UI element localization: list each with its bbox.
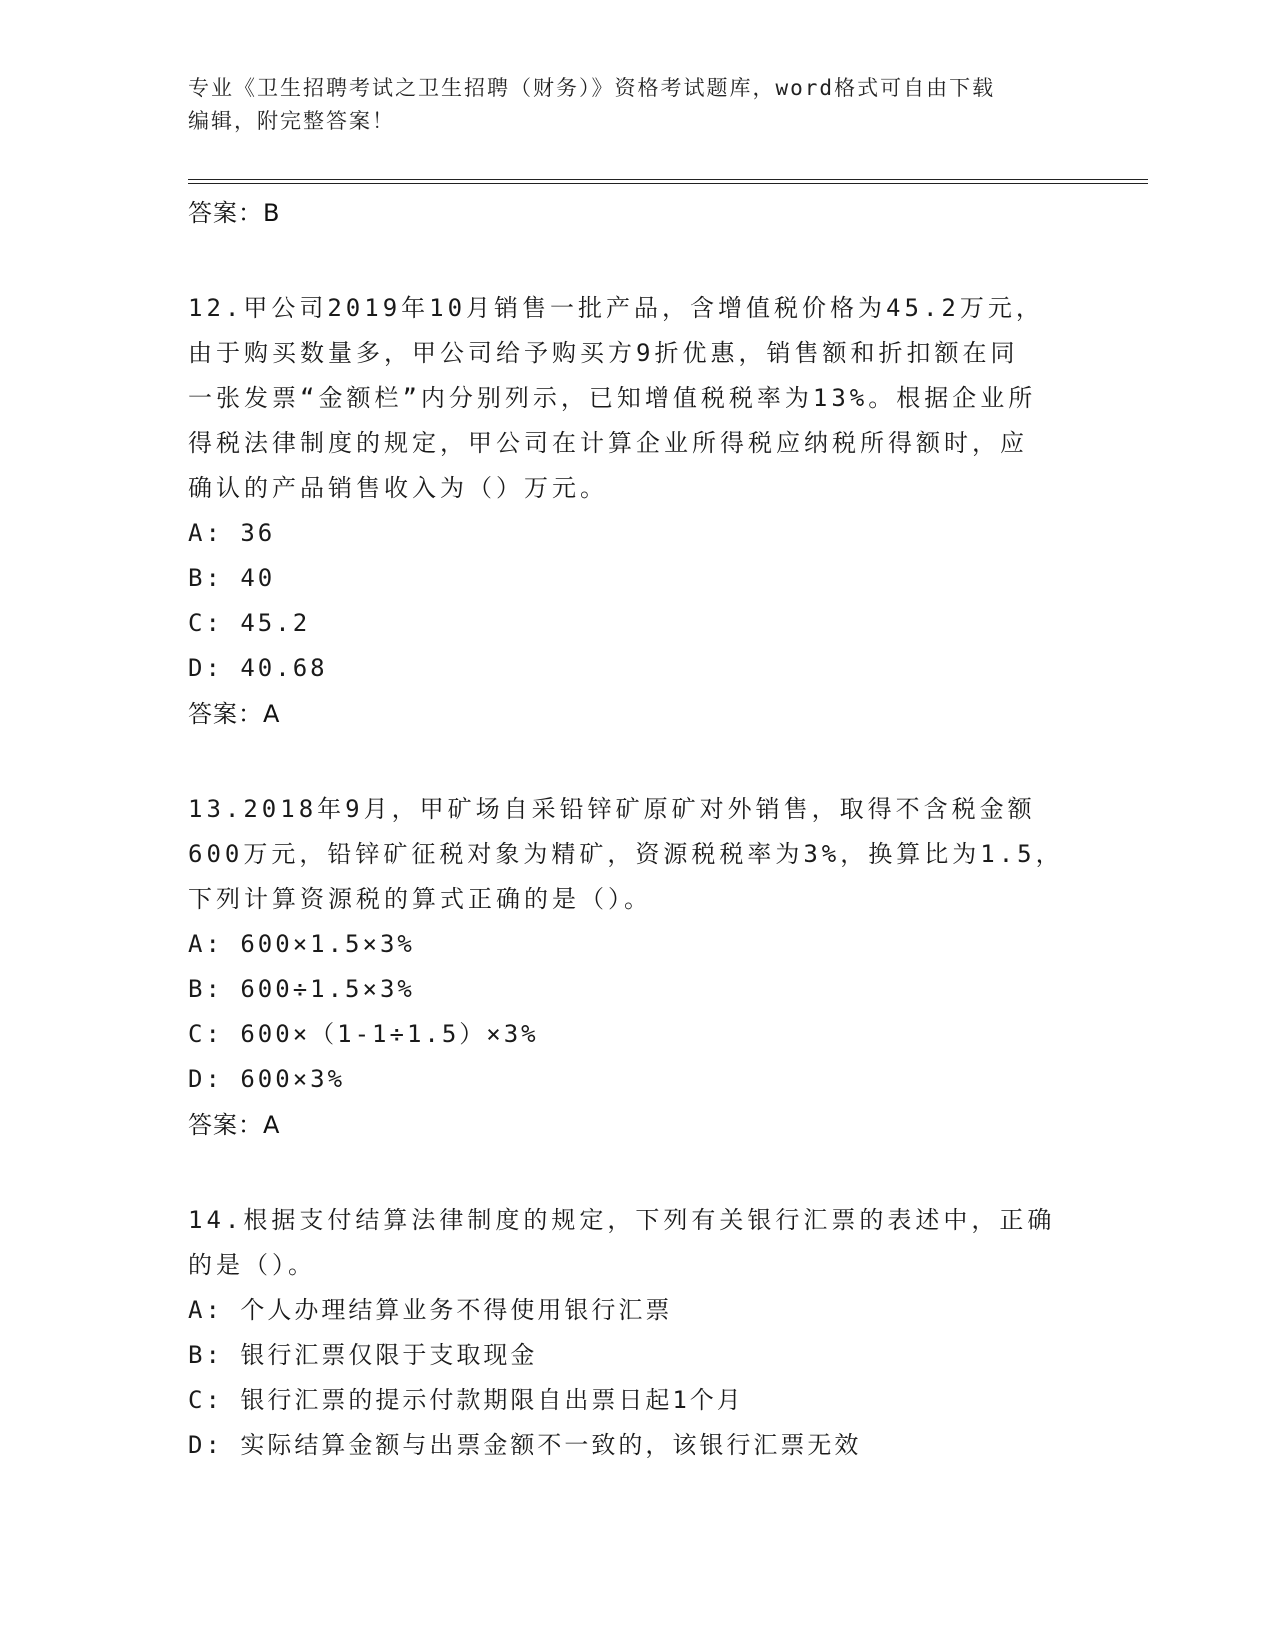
stem-line: 的是（）。: [188, 1251, 316, 1279]
option-b: B: 600÷1.5×3%: [188, 975, 415, 1003]
option-d: D: 实际结算金额与出票金额不一致的，该银行汇票无效: [188, 1431, 862, 1459]
option-a: A: 36: [188, 519, 276, 547]
option-d: D: 40.68: [188, 654, 328, 682]
question-stem: [188, 787, 1088, 922]
option-b: B: 40: [188, 564, 276, 592]
stem-line: 一张发票“金额栏”内分别列示，已知增值税税率为13%。根据企业所: [188, 384, 1037, 412]
header-divider-bottom: [188, 183, 1148, 184]
question-12: [188, 286, 1088, 737]
option-d: D: 600×3%: [188, 1065, 346, 1093]
header-divider-top: [188, 179, 1148, 180]
question-answer: 答案：A: [188, 1111, 281, 1139]
question-13: [188, 787, 1088, 1148]
header-line-1: 专业《卫生招聘考试之卫生招聘（财务）》资格考试题库，word格式可自由下载: [188, 76, 996, 100]
stem-line: 得税法律制度的规定，甲公司在计算企业所得税应纳税所得额时，应: [188, 429, 1028, 457]
question-stem: [188, 286, 1088, 511]
question-14: [188, 1198, 1088, 1468]
stem-line: 600万元，铅锌矿征税对象为精矿，资源税税率为3%，换算比为1.5，: [188, 840, 1064, 868]
stem-line: 13.2018年9月，甲矿场自采铅锌矿原矿对外销售，取得不含税金额: [188, 795, 1036, 823]
spacer: [188, 1148, 1088, 1194]
previous-question-answer: 答案：B: [188, 199, 281, 227]
spacer: [188, 236, 1088, 282]
option-c: C: 银行汇票的提示付款期限自出票日起1个月: [188, 1386, 744, 1414]
option-c: C: 45.2: [188, 609, 311, 637]
option-c: C: 600×（1-1÷1.5）×3%: [188, 1020, 539, 1048]
option-a: A: 600×1.5×3%: [188, 930, 415, 958]
document-header: [188, 72, 1088, 138]
option-b: B: 银行汇票仅限于支取现金: [188, 1341, 538, 1369]
stem-line: 由于购买数量多，甲公司给予购买方9折优惠，销售额和折扣额在同: [188, 339, 1019, 367]
stem-line: 确认的产品销售收入为（）万元。: [188, 474, 608, 502]
question-stem: [188, 1198, 1088, 1288]
spacer: [188, 737, 1088, 783]
question-list: [188, 190, 1088, 1468]
stem-line: 12.甲公司2019年10月销售一批产品，含增值税价格为45.2万元，: [188, 294, 1044, 322]
question-answer: 答案：A: [188, 700, 281, 728]
header-line-2: 编辑，附完整答案！: [188, 109, 395, 133]
stem-line: 14.根据支付结算法律制度的规定，下列有关银行汇票的表述中，正确: [188, 1206, 1056, 1234]
stem-line: 下列计算资源税的算式正确的是（）。: [188, 885, 652, 913]
option-a: A: 个人办理结算业务不得使用银行汇票: [188, 1296, 673, 1324]
